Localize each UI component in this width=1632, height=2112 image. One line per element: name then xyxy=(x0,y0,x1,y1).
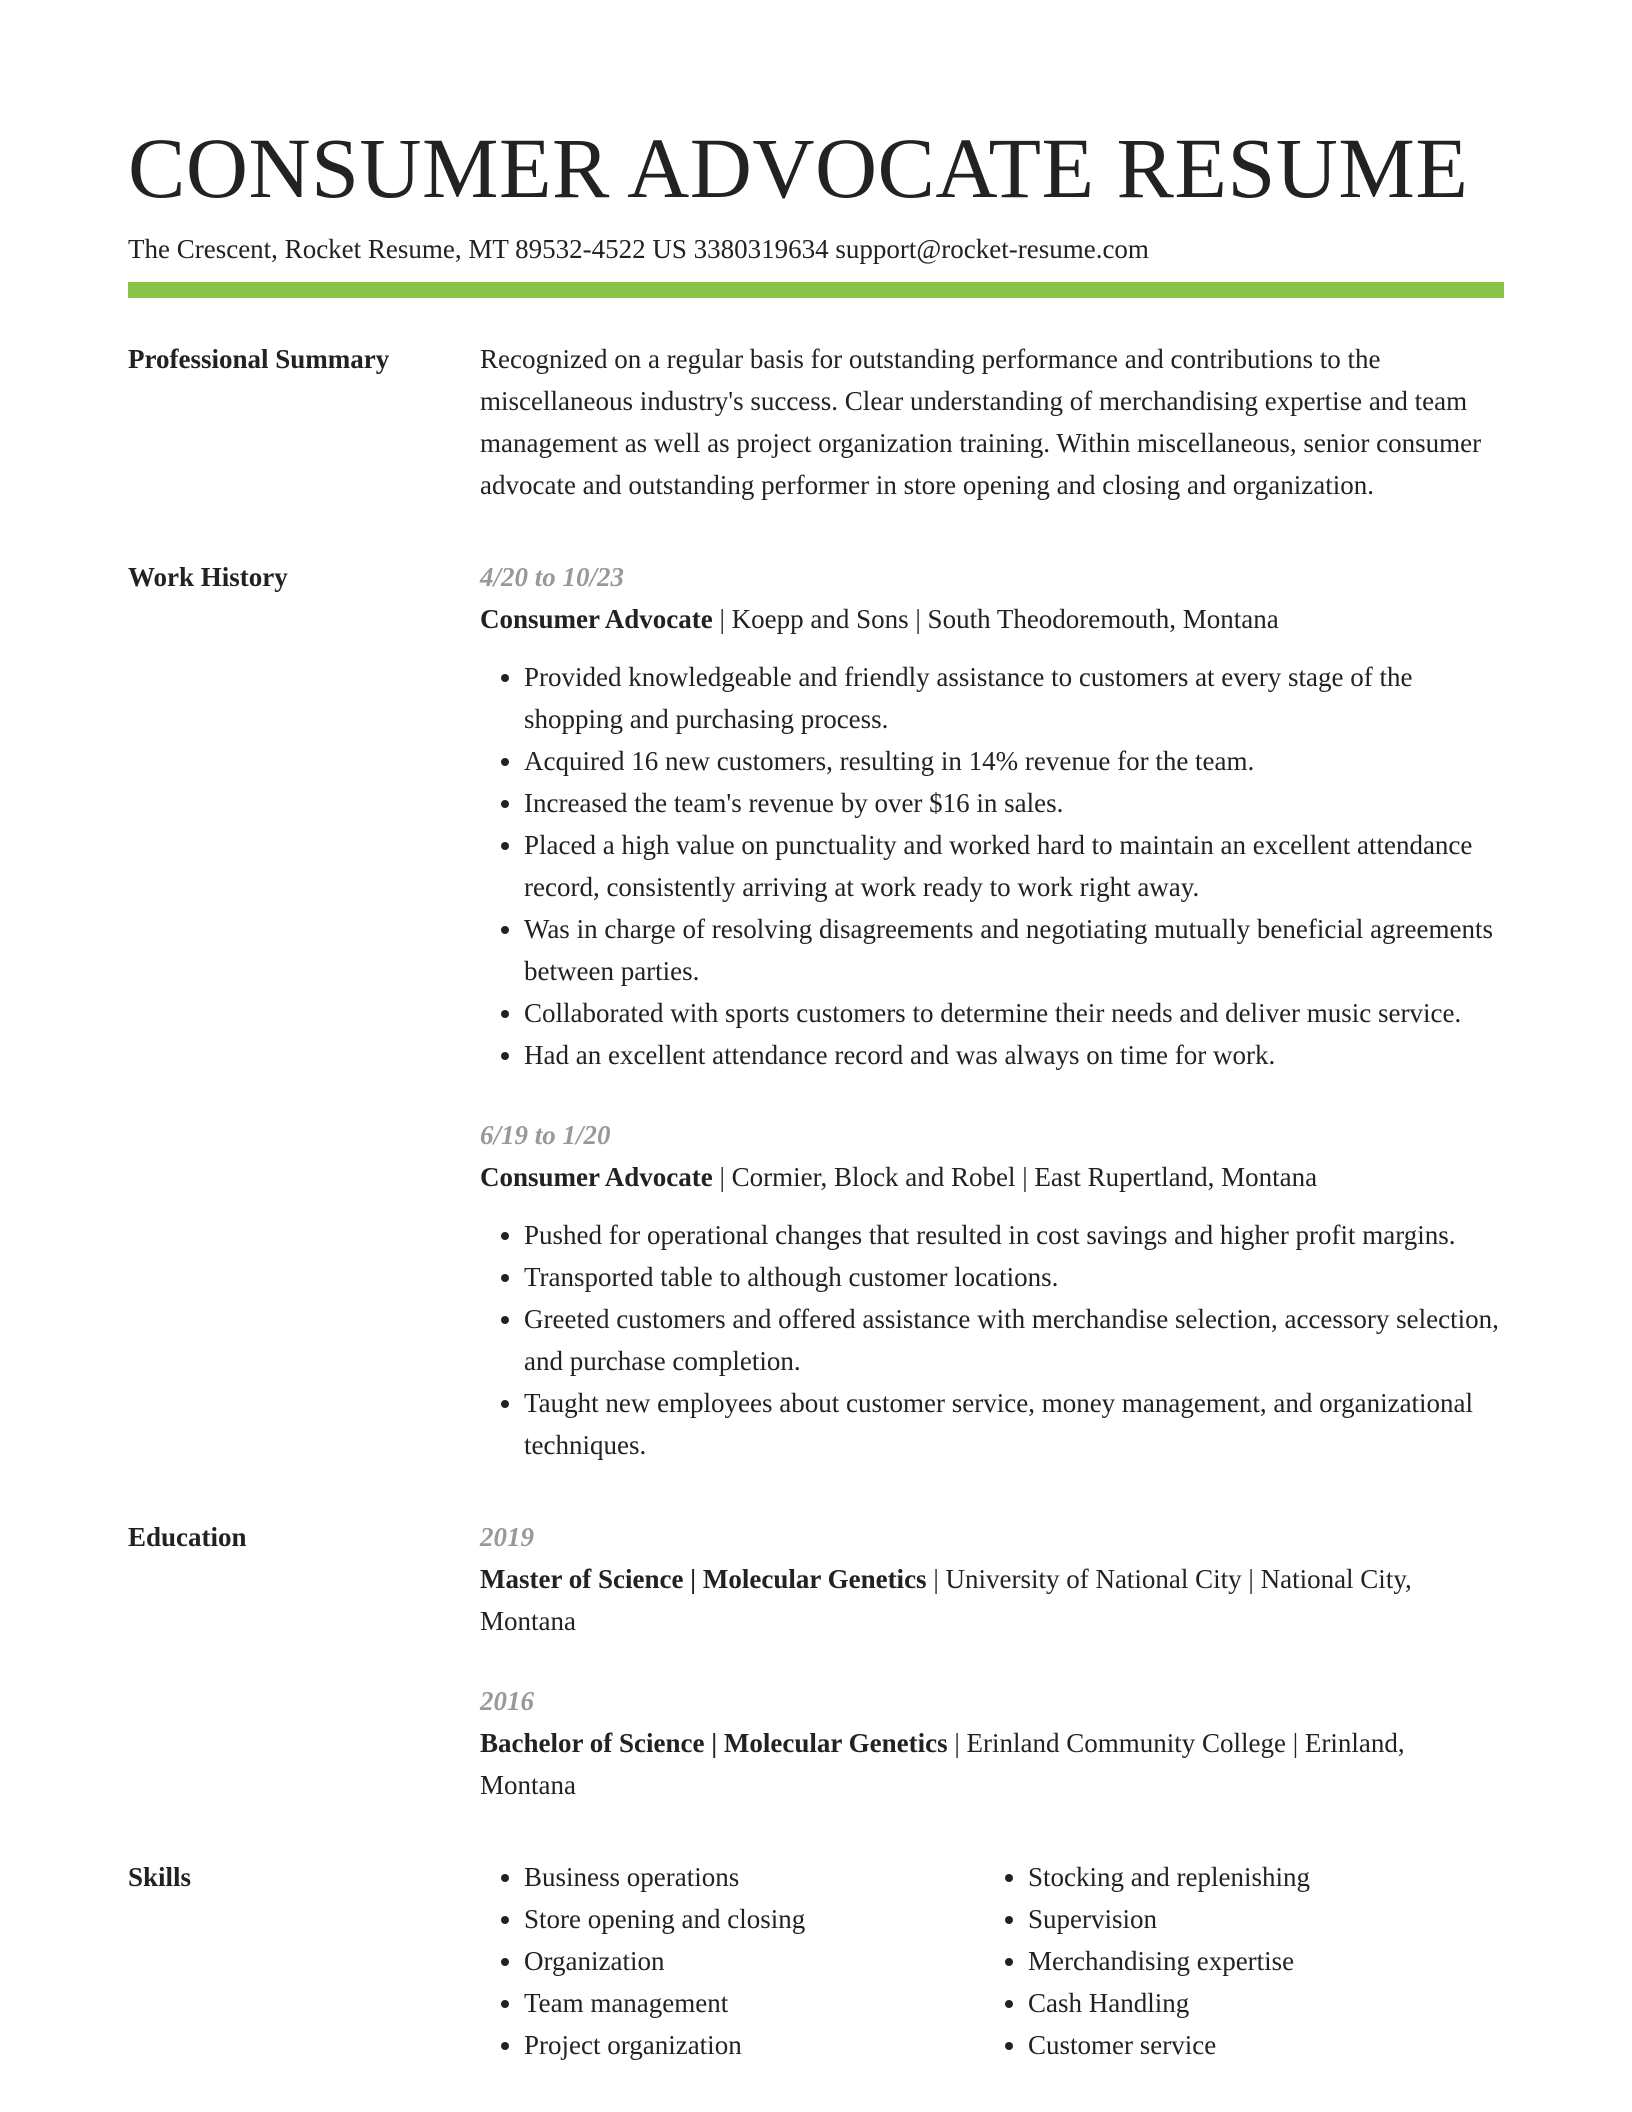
job-date: 4/20 to 10/23 xyxy=(480,562,625,592)
skills-heading: Skills xyxy=(128,1862,192,1892)
work-history-body xyxy=(480,556,1504,1466)
job-bullets xyxy=(480,656,1504,1076)
skills-section xyxy=(128,1856,1504,2066)
list-item: • Organization xyxy=(524,1940,984,1982)
resume-page xyxy=(128,0,1504,2066)
skills-list-left xyxy=(480,1856,984,2066)
degree-title: Master of Science | Molecular Genetics xyxy=(480,1564,927,1594)
job-line xyxy=(480,598,1504,640)
education-body xyxy=(480,1516,1504,1806)
list-item: • Stocking and replenishing xyxy=(1028,1856,1488,1898)
list-item: • Merchandising expertise xyxy=(1028,1940,1488,1982)
job-entry xyxy=(480,1114,1504,1466)
education-entry xyxy=(480,1516,1504,1642)
list-item: • Transported table to although customer locations. xyxy=(524,1256,1504,1298)
contact-line: The Crescent, Rocket Resume, MT 89532-4522 US 3380319634 support@rocket-resume.com xyxy=(128,234,1149,264)
work-history-section xyxy=(128,556,1504,1466)
work-history-heading: Work History xyxy=(128,562,288,592)
list-item: • Greeted customers and offered assistance with merchandise selection, accessory selection, and purchase completion. xyxy=(524,1298,1504,1382)
education-date: 2019 xyxy=(480,1522,534,1552)
skills-body xyxy=(480,1856,1504,2066)
list-item: • Placed a high value on punctuality and worked hard to maintain an excellent attendance record, consistently arriving at work ready to work right away. xyxy=(524,824,1504,908)
job-line xyxy=(480,1156,1504,1198)
education-date: 2016 xyxy=(480,1686,534,1716)
skills-list-right xyxy=(984,1856,1488,2066)
job-bullets xyxy=(480,1214,1504,1466)
job-details: | Cormier, Block and Robel | East Rupertland, Montana xyxy=(712,1162,1318,1192)
list-item: • Project organization xyxy=(524,2024,984,2066)
list-item: • Pushed for operational changes that resulted in cost savings and higher profit margins. xyxy=(524,1214,1504,1256)
list-item: • Team management xyxy=(524,1982,984,2024)
list-item: • Collaborated with sports customers to determine their needs and deliver music service. xyxy=(524,992,1504,1034)
list-item: • Increased the team's revenue by over $16 in sales. xyxy=(524,782,1504,824)
job-title: Consumer Advocate xyxy=(480,604,713,634)
summary-section xyxy=(128,338,1504,506)
degree-title: Bachelor of Science | Molecular Genetics xyxy=(480,1728,948,1758)
list-item: • Taught new employees about customer service, money management, and organizational techniques. xyxy=(524,1382,1504,1466)
summary-text: Recognized on a regular basis for outstanding performance and contributions to the miscellaneous industry's success. Clear understanding of merchandising expertise and team management as well as project organization training. Within miscellaneous, senior consumer advocate and outstanding performer in store opening and closing and organization. xyxy=(480,344,1482,500)
education-entry xyxy=(480,1680,1504,1806)
list-item: • Store opening and closing xyxy=(524,1898,984,1940)
list-item: • Acquired 16 new customers, resulting in 14% revenue for the team. xyxy=(524,740,1504,782)
list-item: • Customer service xyxy=(1028,2024,1488,2066)
summary-body xyxy=(480,338,1504,506)
job-date: 6/19 to 1/20 xyxy=(480,1120,611,1150)
list-item: • Supervision xyxy=(1028,1898,1488,1940)
education-details: | Erinland Community College | Erinland, Montana xyxy=(480,1728,1405,1800)
education-details: | University of National City | National City, Montana xyxy=(480,1564,1412,1636)
list-item: • Provided knowledgeable and friendly assistance to customers at every stage of the shopping and purchasing process. xyxy=(524,656,1504,740)
list-item: • Had an excellent attendance record and was always on time for work. xyxy=(524,1034,1504,1076)
list-item: • Cash Handling xyxy=(1028,1982,1488,2024)
list-item: • Was in charge of resolving disagreements and negotiating mutually beneficial agreements between parties. xyxy=(524,908,1504,992)
job-details: | Koepp and Sons | South Theodoremouth, Montana xyxy=(712,604,1279,634)
job-entry xyxy=(480,556,1504,1076)
education-heading: Education xyxy=(128,1522,247,1552)
list-item: • Business operations xyxy=(524,1856,984,1898)
education-line xyxy=(480,1558,1504,1642)
summary-heading: Professional Summary xyxy=(128,344,390,374)
job-title: Consumer Advocate xyxy=(480,1162,713,1192)
resume-title: CONSUMER ADVOCATE RESUME xyxy=(128,120,1469,216)
education-section xyxy=(128,1516,1504,1806)
accent-divider xyxy=(128,282,1504,298)
education-line xyxy=(480,1722,1504,1806)
